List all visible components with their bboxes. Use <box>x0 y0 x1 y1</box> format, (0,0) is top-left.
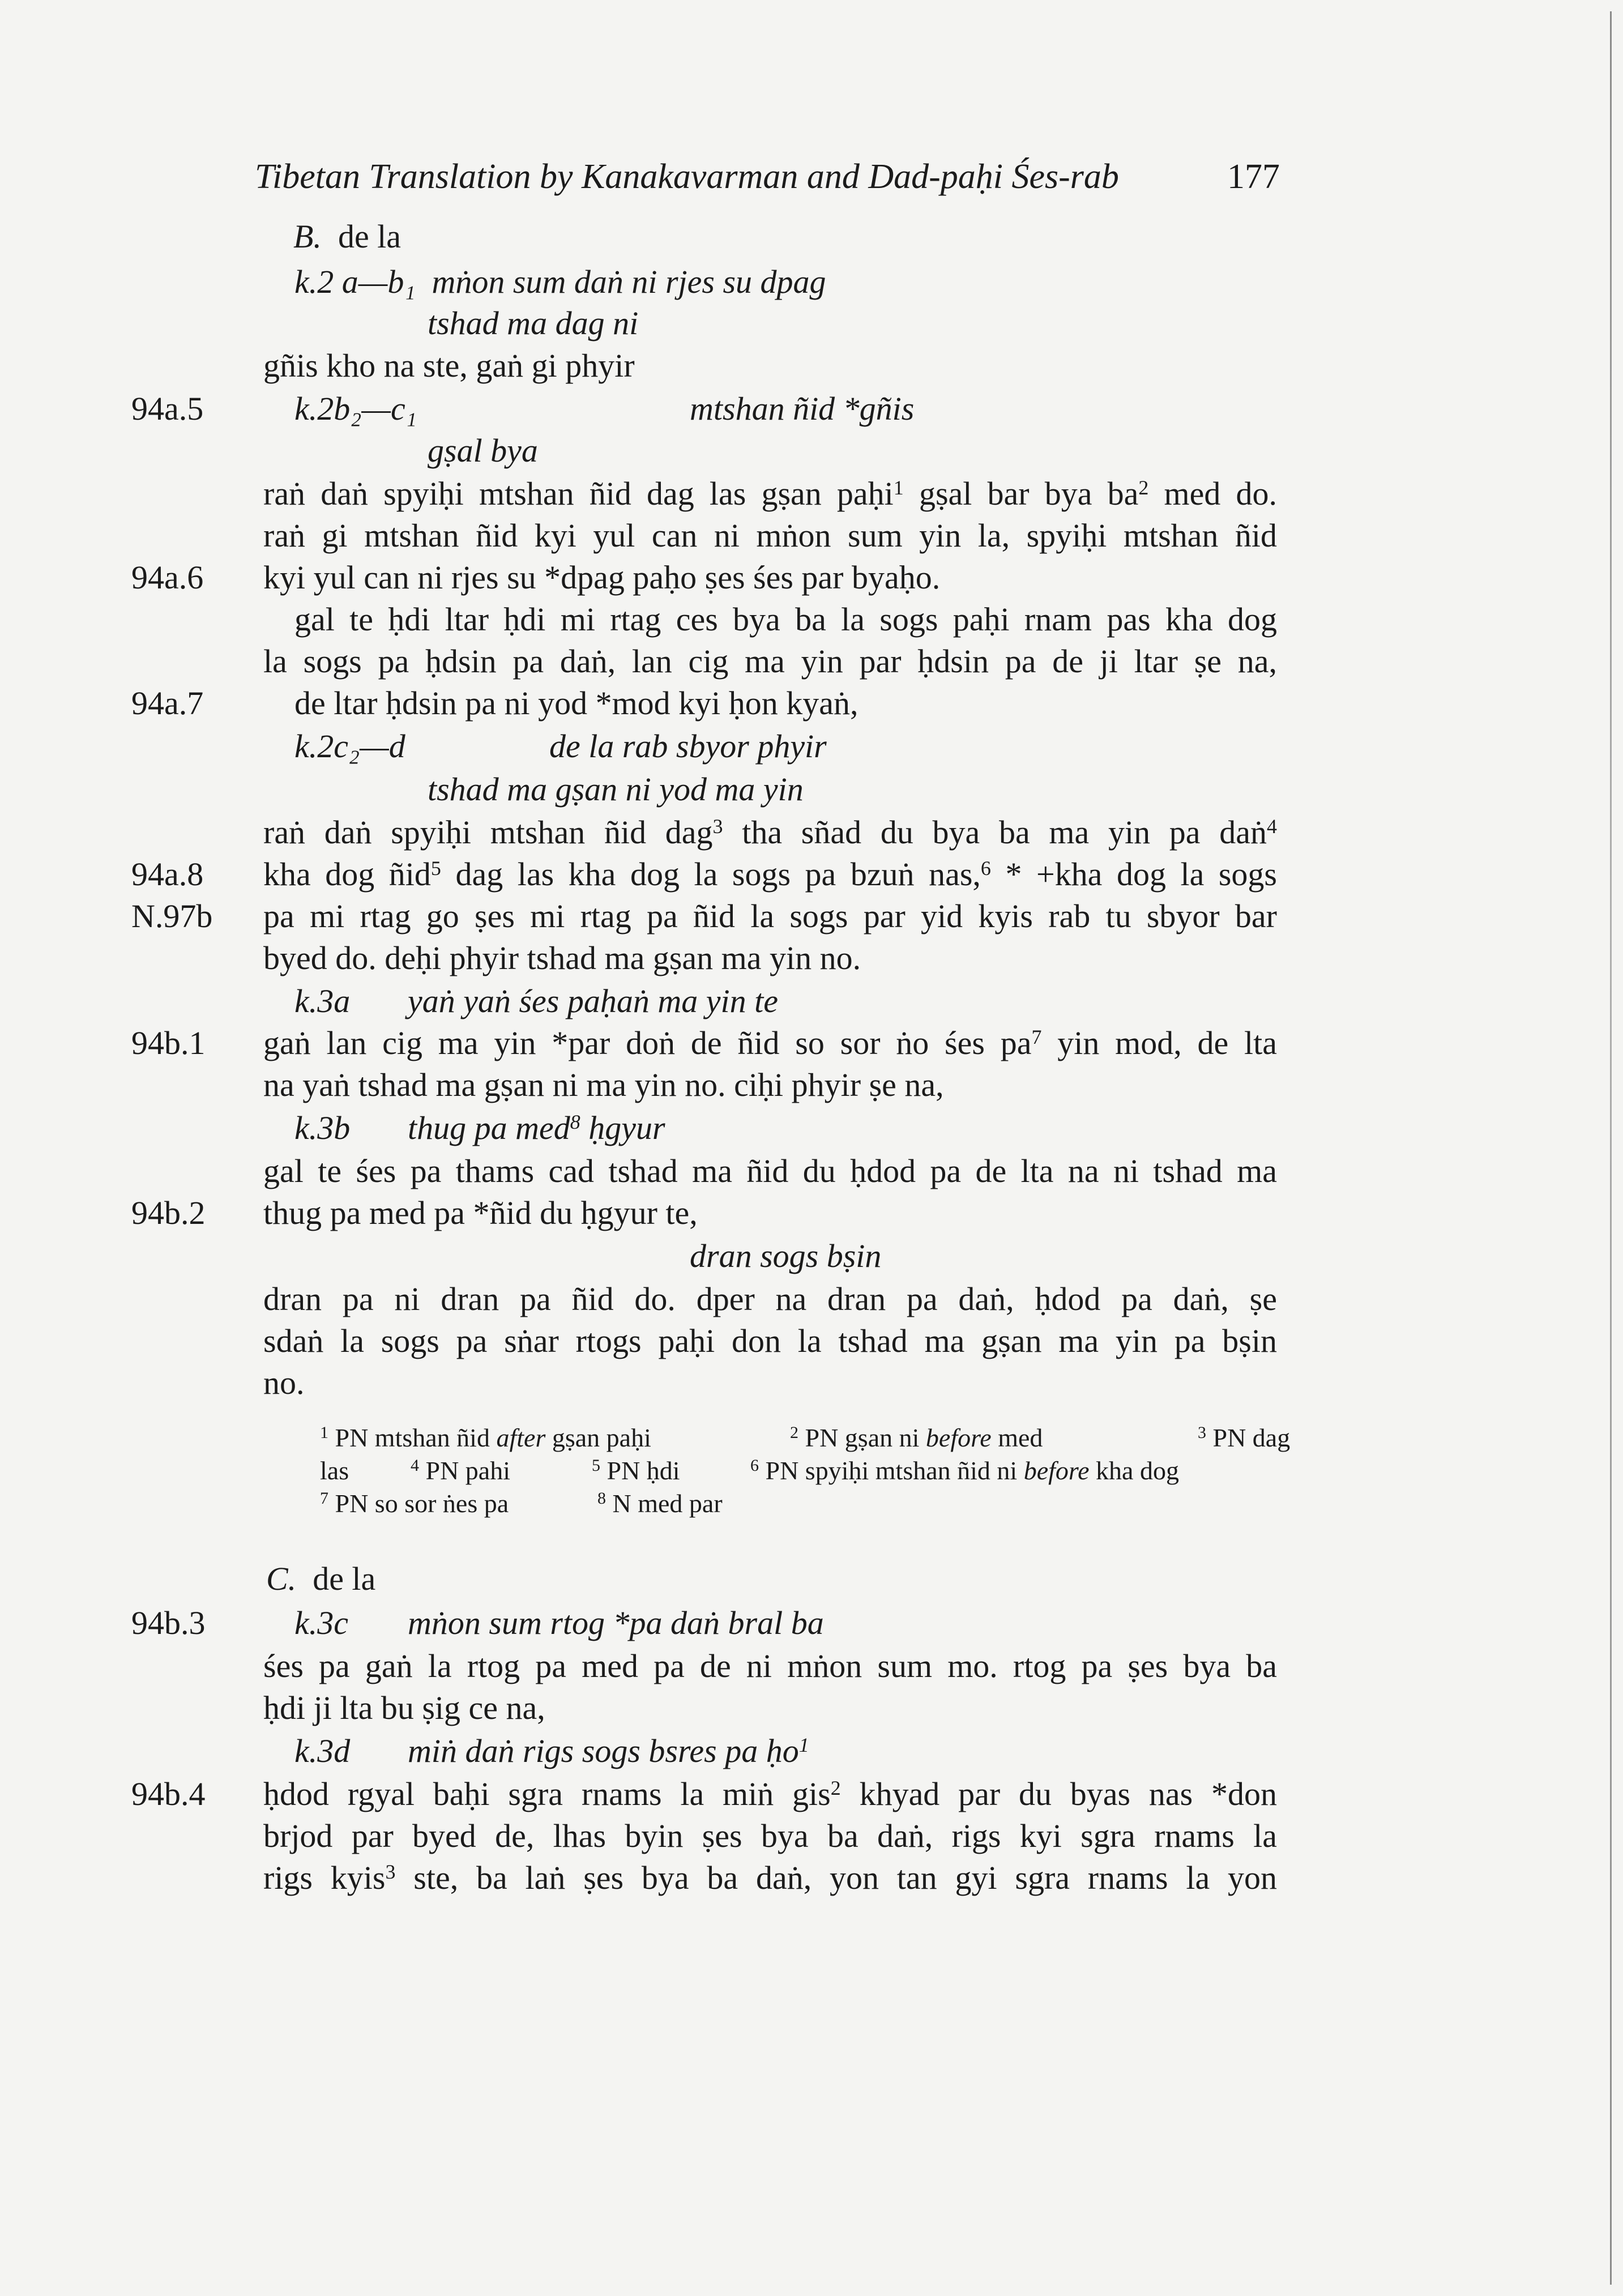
text-line <box>0 1151 1623 1192</box>
verse-text: dran sogs bṣin <box>690 1237 882 1274</box>
footnote-ref[interactable]: 3 <box>712 815 723 838</box>
footnote-text: PN ḥdi <box>607 1456 680 1485</box>
body-text: yin mod, de lta <box>1057 1025 1278 1061</box>
body-text: ḥdi ji lta bu ṣig ce na, <box>263 1689 545 1726</box>
body-text: dran pa ni dran pa ñid do. dper na dran pa daṅ, ḥdod pa daṅ, ṣe <box>263 1281 1277 1317</box>
footnote-text: med <box>998 1423 1043 1452</box>
text-line <box>0 1193 1623 1234</box>
footnote-row <box>320 1487 1283 1520</box>
verse-label: k.2 a—b₁ <box>294 263 416 300</box>
body-text: na yaṅ tshad ma gṣan ni ma yin no. ciḥi phyir ṣe na, <box>263 1066 944 1103</box>
body-text: kha dog ñid <box>263 856 431 893</box>
text-line <box>0 345 1623 386</box>
text-line <box>0 1858 1623 1898</box>
section-letter: C. <box>266 1560 297 1597</box>
verse-line <box>0 726 1623 767</box>
verse-line <box>0 981 1623 1022</box>
verse-text: yaṅ yaṅ śes paḥaṅ ma yin te <box>408 983 778 1019</box>
verse-line <box>0 262 1623 302</box>
body-text: gal te śes pa thams cad tshad ma ñid du ḥdod pa de lta na ni tshad ma <box>263 1153 1277 1189</box>
body-text: dag las kha dog la sogs pa bzuṅ nas, <box>455 856 981 893</box>
margin-ref: 94b.1 <box>131 1025 206 1061</box>
verse-text: mṅon sum daṅ ni rjes su dpag <box>432 263 826 300</box>
footnote-text: PN pahi <box>425 1456 510 1485</box>
verse-text: tshad ma gṣan ni yod ma yin <box>428 771 804 808</box>
section-c-heading <box>0 1559 1623 1599</box>
verse-text: mṅon sum rtog *pa daṅ bral ba <box>408 1604 824 1641</box>
margin-ref: 94b.4 <box>131 1776 206 1812</box>
text-line <box>0 1065 1623 1106</box>
body-text: ste, ba laṅ ṣes bya ba daṅ, yon tan gyi sgra rnams la yon <box>413 1859 1277 1896</box>
text-line <box>0 473 1623 514</box>
body-text: no. <box>263 1364 305 1401</box>
footnote-number: 1 <box>320 1423 328 1442</box>
verse-line <box>0 1236 1623 1277</box>
body-text: gṣal bar bya ba <box>919 475 1139 512</box>
verse-label: k.3c <box>294 1604 348 1641</box>
footnote-text: N med par <box>612 1489 723 1518</box>
verse-line <box>0 1108 1623 1149</box>
verse-text: thug pa med <box>408 1109 570 1146</box>
footnote-text: PN spyiḥi mtshan ñid ni <box>765 1456 1018 1485</box>
verse-line <box>0 1731 1623 1772</box>
verse-label: k.3d <box>294 1732 351 1769</box>
body-text: śes pa gaṅ la rtog pa med pa de ni mṅon sum mo. rtog pa ṣes bya ba <box>263 1648 1277 1684</box>
verse-text: ḥgyur <box>588 1109 665 1146</box>
body-text: med do. <box>1164 475 1278 512</box>
footnote-text: gṣan paḥi <box>552 1423 651 1452</box>
text-line <box>0 812 1623 853</box>
body-text: kyi yul can ni rjes su *dpag paḥo ṣes śes par byaḥo. <box>263 559 941 596</box>
body-text: byed do. deḥi phyir tshad ma gṣan ma yin no. <box>263 940 861 976</box>
text-line <box>0 557 1623 598</box>
footnote-text: kha dog <box>1096 1456 1179 1485</box>
margin-ref: 94a.6 <box>131 559 204 596</box>
margin-ref: 94b.2 <box>131 1194 206 1231</box>
footnote-text: PN gṣan ni <box>805 1423 920 1452</box>
footnotes <box>320 1422 1291 1520</box>
margin-ref: 94a.8 <box>131 856 204 893</box>
text-line <box>0 515 1623 556</box>
margin-ref: 94a.7 <box>131 685 204 722</box>
footnote-ref[interactable]: 6 <box>980 857 991 880</box>
text-line <box>0 1774 1623 1815</box>
footnote-row <box>320 1454 1283 1487</box>
verse-text: gṣal bya <box>428 432 538 469</box>
verse-label: k.2c₂—d <box>294 728 405 765</box>
body-text: khyad par du byas nas *don <box>859 1776 1278 1812</box>
section-letter: B. <box>293 218 322 255</box>
body-text: ḥdod rgyal baḥi sgra rnams la miṅ gis <box>263 1776 831 1812</box>
text-line <box>0 641 1623 682</box>
footnote-text: PN dag <box>1212 1423 1291 1452</box>
section-heading-text: de la <box>338 218 402 255</box>
text-line <box>0 854 1623 895</box>
verse-label: k.3b <box>294 1109 351 1146</box>
body-text: brjod par byed de, lhas byin ṣes bya ba daṅ, rigs kyi sgra rnams la <box>263 1817 1277 1854</box>
footnote-number: 6 <box>750 1456 759 1475</box>
footnote-text: PN so sor ṅes pa <box>335 1489 509 1518</box>
footnote-ref[interactable]: 5 <box>430 857 441 880</box>
body-text: raṅ gi mtshan ñid kyi yul can ni mṅon sum yin la, spyiḥi mtshan ñid <box>263 517 1277 554</box>
section-b-heading <box>0 216 1623 257</box>
verse-label: k.3a <box>294 983 351 1019</box>
body-text: sdaṅ la sogs pa sṅar rtogs paḥi don la tshad ma gṣan ma yin pa bṣin <box>263 1322 1277 1359</box>
verse-line <box>0 389 1623 429</box>
footnote-ref[interactable]: 4 <box>1267 815 1278 838</box>
verse-label: k.2b₂—c₁ <box>294 390 417 427</box>
footnote-row <box>320 1422 1291 1454</box>
footnote-number: 5 <box>592 1456 600 1475</box>
text-line <box>0 1816 1623 1857</box>
verse-text: miṅ daṅ rigs sogs bsres pa ḥo <box>408 1732 799 1769</box>
body-text: * +kha dog la sogs <box>1005 856 1278 893</box>
body-text: gaṅ lan cig ma yin *par doṅ de ñid so sor ṅo śes pa <box>263 1025 1032 1061</box>
text-line <box>0 1646 1623 1687</box>
body-text: gñis kho na ste, gaṅ gi phyir <box>263 347 635 384</box>
header-title: Tibetan Translation by Kanakavarman and Dad-paḥi Śes-rab <box>255 157 1119 196</box>
body-text: gal te ḥdi ltar ḥdi mi rtag ces bya ba la sogs paḥi rnam pas kha dog <box>294 601 1277 638</box>
running-header <box>255 154 1280 199</box>
verse-line <box>0 1603 1623 1644</box>
text-line <box>0 1688 1623 1729</box>
section-heading-text: de la <box>313 1560 376 1597</box>
footnote-number: 7 <box>320 1489 328 1508</box>
footnote-text: before <box>1023 1456 1090 1485</box>
text-line <box>0 599 1623 640</box>
footnote-text: after <box>496 1423 546 1452</box>
text-line <box>0 896 1623 937</box>
verse-text: mtshan ñid *gñis <box>690 390 915 427</box>
margin-ref: 94a.5 <box>131 390 204 427</box>
text-line <box>0 1279 1623 1320</box>
body-text: pa mi rtag go ṣes mi rtag pa ñid la sogs par yid kyis rab tu sbyor bar <box>263 898 1277 934</box>
footnote-text: before <box>925 1423 992 1452</box>
footnote-number: 2 <box>790 1423 798 1442</box>
text-line <box>0 683 1623 724</box>
footnote-number: 4 <box>411 1456 419 1475</box>
footnote-ref[interactable]: 1 <box>798 1734 809 1756</box>
body-text: la sogs pa ḥdsin pa daṅ, lan cig ma yin par ḥdsin pa de ji ltar ṣe na, <box>263 643 1277 680</box>
verse-text: de la rab sbyor phyir <box>549 728 827 765</box>
text-line <box>0 1023 1623 1064</box>
body-text: tha sñad du bya ba ma yin pa daṅ <box>742 814 1267 851</box>
text-line <box>0 1363 1623 1403</box>
margin-ref: N.97b <box>131 898 213 934</box>
page-number: 177 <box>1227 157 1280 196</box>
footnote-number: 3 <box>1198 1423 1206 1442</box>
body-text: rigs kyis <box>263 1859 386 1896</box>
verse-line <box>0 769 1623 810</box>
margin-ref: 94b.3 <box>131 1604 206 1641</box>
body-text: raṅ daṅ spyiḥi mtshan ñid dag las gṣan paḥi <box>263 475 894 512</box>
footnote-ref[interactable]: 1 <box>893 476 904 499</box>
footnote-ref[interactable]: 2 <box>830 1777 841 1799</box>
verse-text: tshad ma dag ni <box>428 305 639 342</box>
footnote-ref[interactable]: 7 <box>1031 1026 1042 1048</box>
footnote-number: 8 <box>597 1489 606 1508</box>
footnote-ref[interactable]: 2 <box>1138 476 1149 499</box>
text-line <box>0 1321 1623 1362</box>
footnote-text: las <box>320 1456 349 1485</box>
body-text: thug pa med pa *ñid du ḥgyur te, <box>263 1194 698 1231</box>
verse-line <box>0 430 1623 471</box>
body-text: de ltar ḥdsin pa ni yod *mod kyi ḥon kyaṅ, <box>294 685 859 722</box>
footnote-ref[interactable]: 3 <box>385 1860 396 1883</box>
footnote-ref[interactable]: 8 <box>570 1111 580 1133</box>
verse-line <box>0 303 1623 344</box>
footnote-text: PN mtshan ñid <box>335 1423 490 1452</box>
body-text: raṅ daṅ spyiḥi mtshan ñid dag <box>263 814 713 851</box>
text-line <box>0 938 1623 979</box>
